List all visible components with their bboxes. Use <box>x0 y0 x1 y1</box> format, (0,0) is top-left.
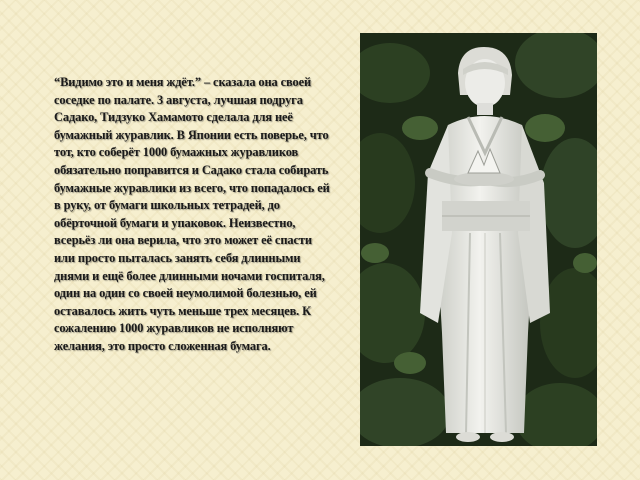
statue-illustration <box>360 33 597 446</box>
statue-photo <box>360 33 597 446</box>
slide-body-text: “Видимо это и меня ждёт.” – сказала она своей соседке по палате. 3 августа, лучшая подруга Садако, Тидзуко Хамамото сделала для неё бумажный журавлик. В Японии есть поверье, что тот, кто соберёт 1000 бумажных журавликов обязательно поправится и Садако стала собирать бумажные журавлики из всего, что попадалось ей в руку, от бумаги школьных тетрадей, до обёрточной бумаги и упаковок. Неизвестно, всерьёз ли она верила, что это может её спасти или просто пыталась занять себя длинными днями и ещё более длинными ночами госпиталя, один на один со своей неумолимой болезнью, ей оставалось жить чуть меньше трех месяцев. К сожалению 1000 журавликов не исполняют желания, это просто сложенная бумага. <box>54 75 330 353</box>
